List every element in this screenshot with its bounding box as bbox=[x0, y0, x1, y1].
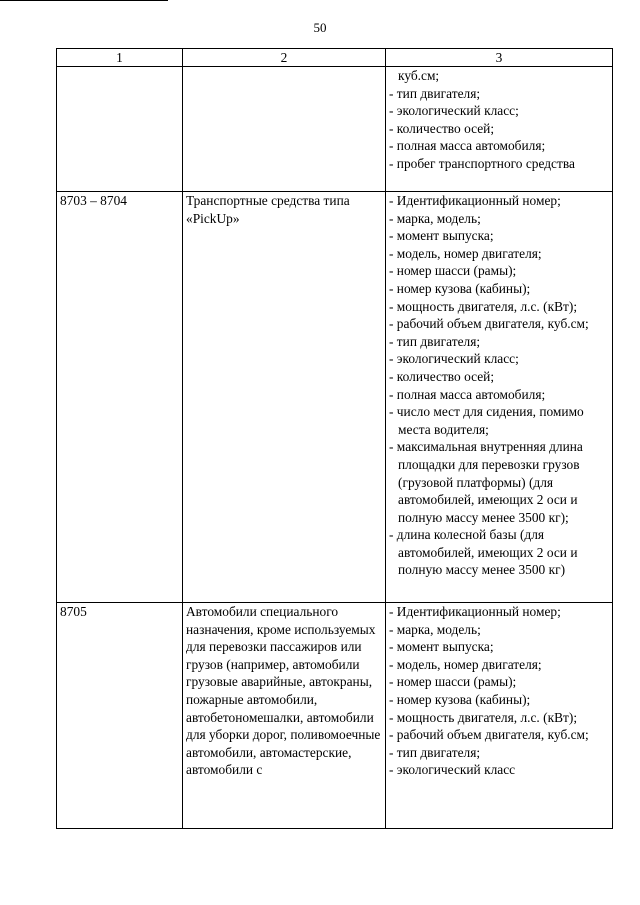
table-row bbox=[57, 603, 613, 829]
attribute-item: - номер шасси (рамы); bbox=[389, 263, 517, 279]
attribute-item: - число мест для сидения, помимо места водителя; bbox=[389, 404, 584, 437]
attribute-item: - номер шасси (рамы); bbox=[389, 674, 517, 690]
attribute-item: - тип двигателя; bbox=[389, 744, 481, 760]
attribute-item: - мощность двигателя, л.с. (кВт); bbox=[389, 709, 578, 725]
attribute-item: - полная масса автомобиля; bbox=[389, 138, 546, 154]
code-cell bbox=[57, 67, 183, 192]
name-cell bbox=[183, 192, 386, 603]
attribute-item: - номер кузова (кабины); bbox=[389, 691, 531, 707]
attributes-cell bbox=[386, 67, 613, 192]
attribute-item: - марка, модель; bbox=[389, 621, 481, 637]
attribute-item: - модель, номер двигателя; bbox=[389, 245, 542, 261]
table-row bbox=[57, 192, 613, 603]
vehicle-type-name: Транспортные средства типа «PickUp» bbox=[186, 193, 350, 226]
table-header-row bbox=[57, 49, 613, 67]
attribute-item: - максимальная внутренняя длина площадки для перевозки грузов (грузовой платформы) (для автомобилей, имеющих 2 оси и полную массу менее 3500 кг); bbox=[389, 439, 583, 525]
name-cell bbox=[183, 67, 386, 192]
attributes-cell bbox=[386, 603, 613, 829]
attribute-item: - мощность двигателя, л.с. (кВт); bbox=[389, 298, 578, 314]
attribute-item: - момент выпуска; bbox=[389, 639, 494, 655]
attributes-cell bbox=[386, 192, 613, 603]
top-rule bbox=[0, 0, 168, 1]
attribute-item: - полная масса автомобиля; bbox=[389, 386, 546, 402]
attribute-item: - марка, модель; bbox=[389, 210, 481, 226]
attribute-item: - экологический класс; bbox=[389, 351, 519, 367]
name-cell bbox=[183, 603, 386, 829]
attribute-item: - Идентификационный номер; bbox=[389, 193, 561, 208]
attribute-list bbox=[389, 192, 609, 579]
attribute-item: - рабочий объем двигателя, куб.см; bbox=[389, 727, 589, 743]
classification-table bbox=[56, 48, 613, 829]
attribute-item: - экологический класс bbox=[389, 762, 516, 778]
attribute-item: - рабочий объем двигателя, куб.см; bbox=[389, 316, 589, 332]
attribute-list bbox=[389, 67, 609, 173]
attribute-item: - Идентификационный номер; bbox=[389, 604, 561, 619]
column-header-1: 1 bbox=[57, 49, 183, 67]
column-header-3: 3 bbox=[386, 49, 613, 67]
code-cell: 8705 bbox=[57, 603, 183, 829]
attribute-list bbox=[389, 603, 609, 779]
attribute-item: - тип двигателя; bbox=[389, 333, 481, 349]
attribute-item: куб.см; bbox=[398, 68, 440, 83]
table-row bbox=[57, 67, 613, 192]
attribute-item: - пробег транспортного средства bbox=[389, 155, 575, 171]
vehicle-type-name: Автомобили специального назначения, кроме используемых для перевозки пассажиров или грузов (например, автомобили грузовые аварийные, автокраны, пожарные автомобили, автобетономешалки, автомобили для уборки дорог, поливомоечные автомобили, автомастерские, автомобили с bbox=[186, 604, 381, 778]
page-number: 50 bbox=[313, 20, 327, 35]
attribute-item: - длина колесной базы (для автомобилей, имеющих 2 оси и полную массу менее 3500 кг) bbox=[389, 527, 578, 578]
attribute-item: - момент выпуска; bbox=[389, 228, 494, 244]
code-cell: 8703 – 8704 bbox=[57, 192, 183, 603]
column-header-2: 2 bbox=[183, 49, 386, 67]
attribute-item: - модель, номер двигателя; bbox=[389, 656, 542, 672]
attribute-item: - номер кузова (кабины); bbox=[389, 280, 531, 296]
attribute-item: - количество осей; bbox=[389, 120, 495, 136]
attribute-item: - тип двигателя; bbox=[389, 85, 481, 101]
attribute-item: - экологический класс; bbox=[389, 103, 519, 119]
attribute-item: - количество осей; bbox=[389, 368, 495, 384]
